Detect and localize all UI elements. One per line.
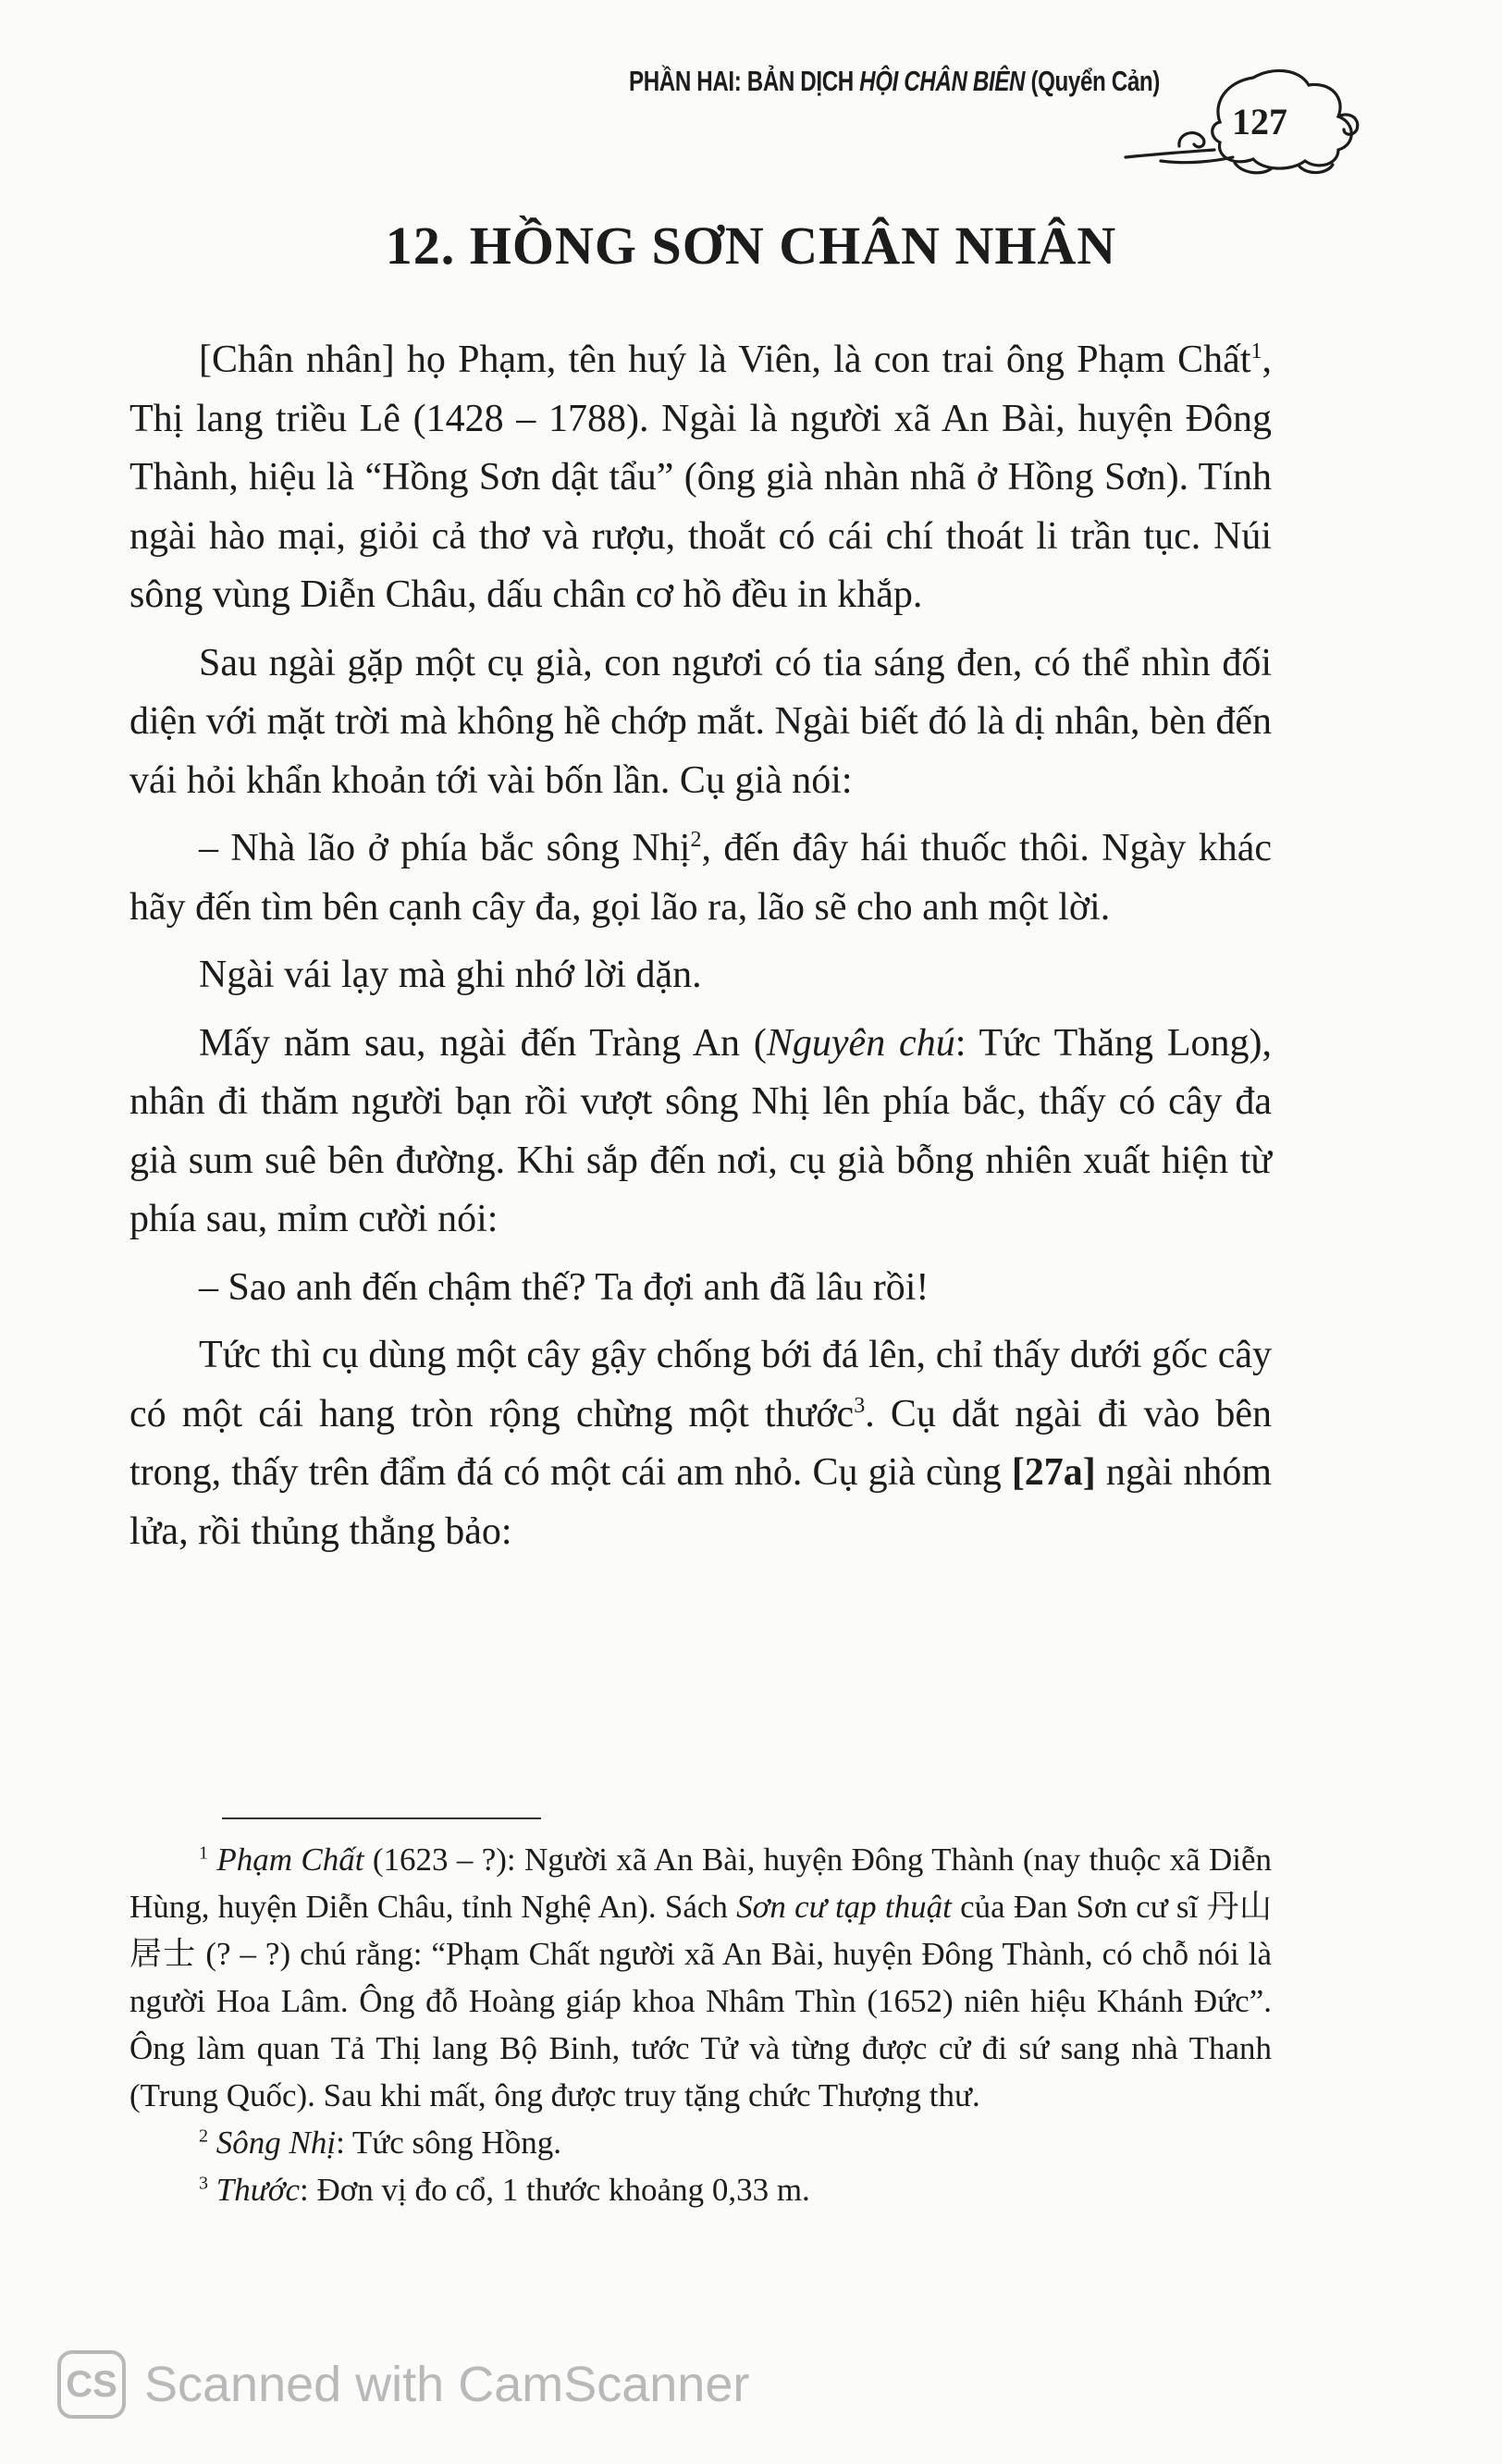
paragraph-1-text-a: [Chân nhân] họ Phạm, tên huý là Viên, là con trai ông Phạm Chất bbox=[199, 339, 1251, 381]
footnote-2-term: Sông Nhị bbox=[215, 2125, 337, 2161]
footnote-2 bbox=[129, 2119, 1272, 2166]
paragraph-5-text-b: : Tức Thăng Long), nhân đi thăm người bạn rồi vượt sông Nhị lên phía bắc, thấy có cây đa già sum suê bên đường. Khi sắp đến nơi, cụ già bỗng nhiên xuất hiện từ phía sau, mỉm cười nói: bbox=[129, 1021, 1272, 1240]
header-volume: (Quyển Cản) bbox=[1025, 65, 1160, 97]
footnote-1-term: Phạm Chất bbox=[216, 1842, 364, 1878]
footnote-divider bbox=[222, 1817, 541, 1819]
paragraph-3-text-b: , đến đây hái thuốc thôi. Ngày khác hãy đến tìm bên cạnh cây đa, gọi lão ra, lão sẽ cho anh một lời. bbox=[129, 827, 1272, 929]
footnote-1 bbox=[129, 1836, 1272, 2119]
header-book-title: HỘI CHÂN BIÊN bbox=[859, 65, 1026, 97]
paragraph-7-text-c: ngài nhóm lửa, rồi thủng thẳng bảo: bbox=[129, 1451, 1272, 1553]
paragraph-5-text-a: Mấy năm sau, ngài đến Tràng An ( bbox=[199, 1021, 767, 1065]
footnote-3 bbox=[129, 2166, 1272, 2213]
paragraph-7 bbox=[129, 1326, 1272, 1561]
footnote-3-number: 3 bbox=[199, 2173, 208, 2194]
running-header bbox=[629, 57, 1360, 178]
running-header-title bbox=[629, 65, 1160, 98]
camscanner-watermark-text: Scanned with CamScanner bbox=[144, 2357, 750, 2412]
footnote-1-text-a: (1623 – ?): Người xã An Bài, huyện Đông Thành (nay thuộc xã Diễn Hùng, huyện Diễn Châu, tỉnh Nghệ An). Sách bbox=[129, 1842, 1272, 1925]
footnote-3-term: Thước bbox=[215, 2172, 301, 2208]
footnote-ref-1: 1 bbox=[1250, 339, 1262, 363]
original-note-label: Nguyên chú bbox=[766, 1021, 955, 1065]
footnote-2-text: : Tức sông Hồng. bbox=[336, 2125, 561, 2161]
body-text bbox=[129, 331, 1272, 1571]
footnotes bbox=[129, 1836, 1272, 2213]
paragraph-4: Ngài vái lạy mà ghi nhớ lời dặn. bbox=[199, 954, 702, 996]
footnote-ref-2: 2 bbox=[690, 828, 702, 852]
paragraph-6: – Sao anh đến chậm thế? Ta đợi anh đã lâu rồi! bbox=[199, 1265, 930, 1309]
camscanner-logo-icon: CS bbox=[57, 2350, 126, 2419]
paragraph-7-text-b: . Cụ dắt ngài đi vào bên trong, thấy trên đẩm đá có một cái am nhỏ. Cụ già cùng bbox=[129, 1392, 1272, 1494]
paragraph-3-text-a: – Nhà lão ở phía bắc sông Nhị bbox=[199, 827, 691, 869]
folio-marker: [27a] bbox=[1011, 1451, 1096, 1494]
paragraph-3 bbox=[129, 819, 1272, 937]
page-number: 127 bbox=[1232, 101, 1287, 142]
chapter-title: 12. HỒNG SƠN CHÂN NHÂN bbox=[385, 216, 1117, 276]
footnote-1-number: 1 bbox=[199, 1842, 208, 1864]
footnote-ref-3: 3 bbox=[854, 1393, 866, 1418]
header-part: PHẦN HAI: BẢN DỊCH bbox=[629, 65, 860, 97]
paragraph-5 bbox=[129, 1015, 1272, 1250]
camscanner-watermark bbox=[57, 2347, 749, 2421]
paragraph-2: Sau ngài gặp một cụ già, con ngươi có tia sáng đen, có thể nhìn đối diện với mặt trời mà không hề chớp mắt. Ngài biết đó là dị nhân, bèn đến vái hỏi khẩn khoản tới vài bốn lần. Cụ già nói: bbox=[129, 641, 1272, 802]
footnote-1-text-b: của Đan Sơn cư sĩ 丹山居士 (? – ?) chú rằng: “Phạm Chất người xã An Bài, huyện Đông Thành, có chỗ nói là người Hoa Lâm. Ông đỗ Hoàng giáp khoa Nhâm Thìn (1652) niên hiệu Khánh Đức”. Ông làm quan Tả Thị lang Bộ Binh, tước Tử và từng được cử đi sứ sang nhà Thanh (Trung Quốc). Sau khi mất, ông được truy tặng chức Thượng thư. bbox=[129, 1889, 1272, 2113]
paragraph-7-text-a: Tức thì cụ dùng một cây gậy chống bới đá lên, chỉ thấy dưới gốc cây có một cái hang tròn rộng chừng một thước bbox=[129, 1334, 1272, 1435]
paragraph-1 bbox=[129, 331, 1272, 625]
footnote-3-text: : Đơn vị đo cổ, 1 thước khoảng 0,33 m. bbox=[300, 2172, 810, 2208]
footnote-1-book-title: Sơn cư tạp thuật bbox=[736, 1889, 952, 1925]
footnote-2-number: 2 bbox=[199, 2125, 208, 2147]
paragraph-1-text-b: , Thị lang triều Lê (1428 – 1788). Ngài là người xã An Bài, huyện Đông Thành, hiệu là “Hồng Sơn dật tẩu” (ông già nhàn nhã ở Hồng Sơn). Tính ngài hào mại, giỏi cả thơ và rượu, thoắt có cái chí thoát li trần tục. Núi sông vùng Diễn Châu, dấu chân cơ hồ đều in khắp. bbox=[129, 339, 1272, 616]
